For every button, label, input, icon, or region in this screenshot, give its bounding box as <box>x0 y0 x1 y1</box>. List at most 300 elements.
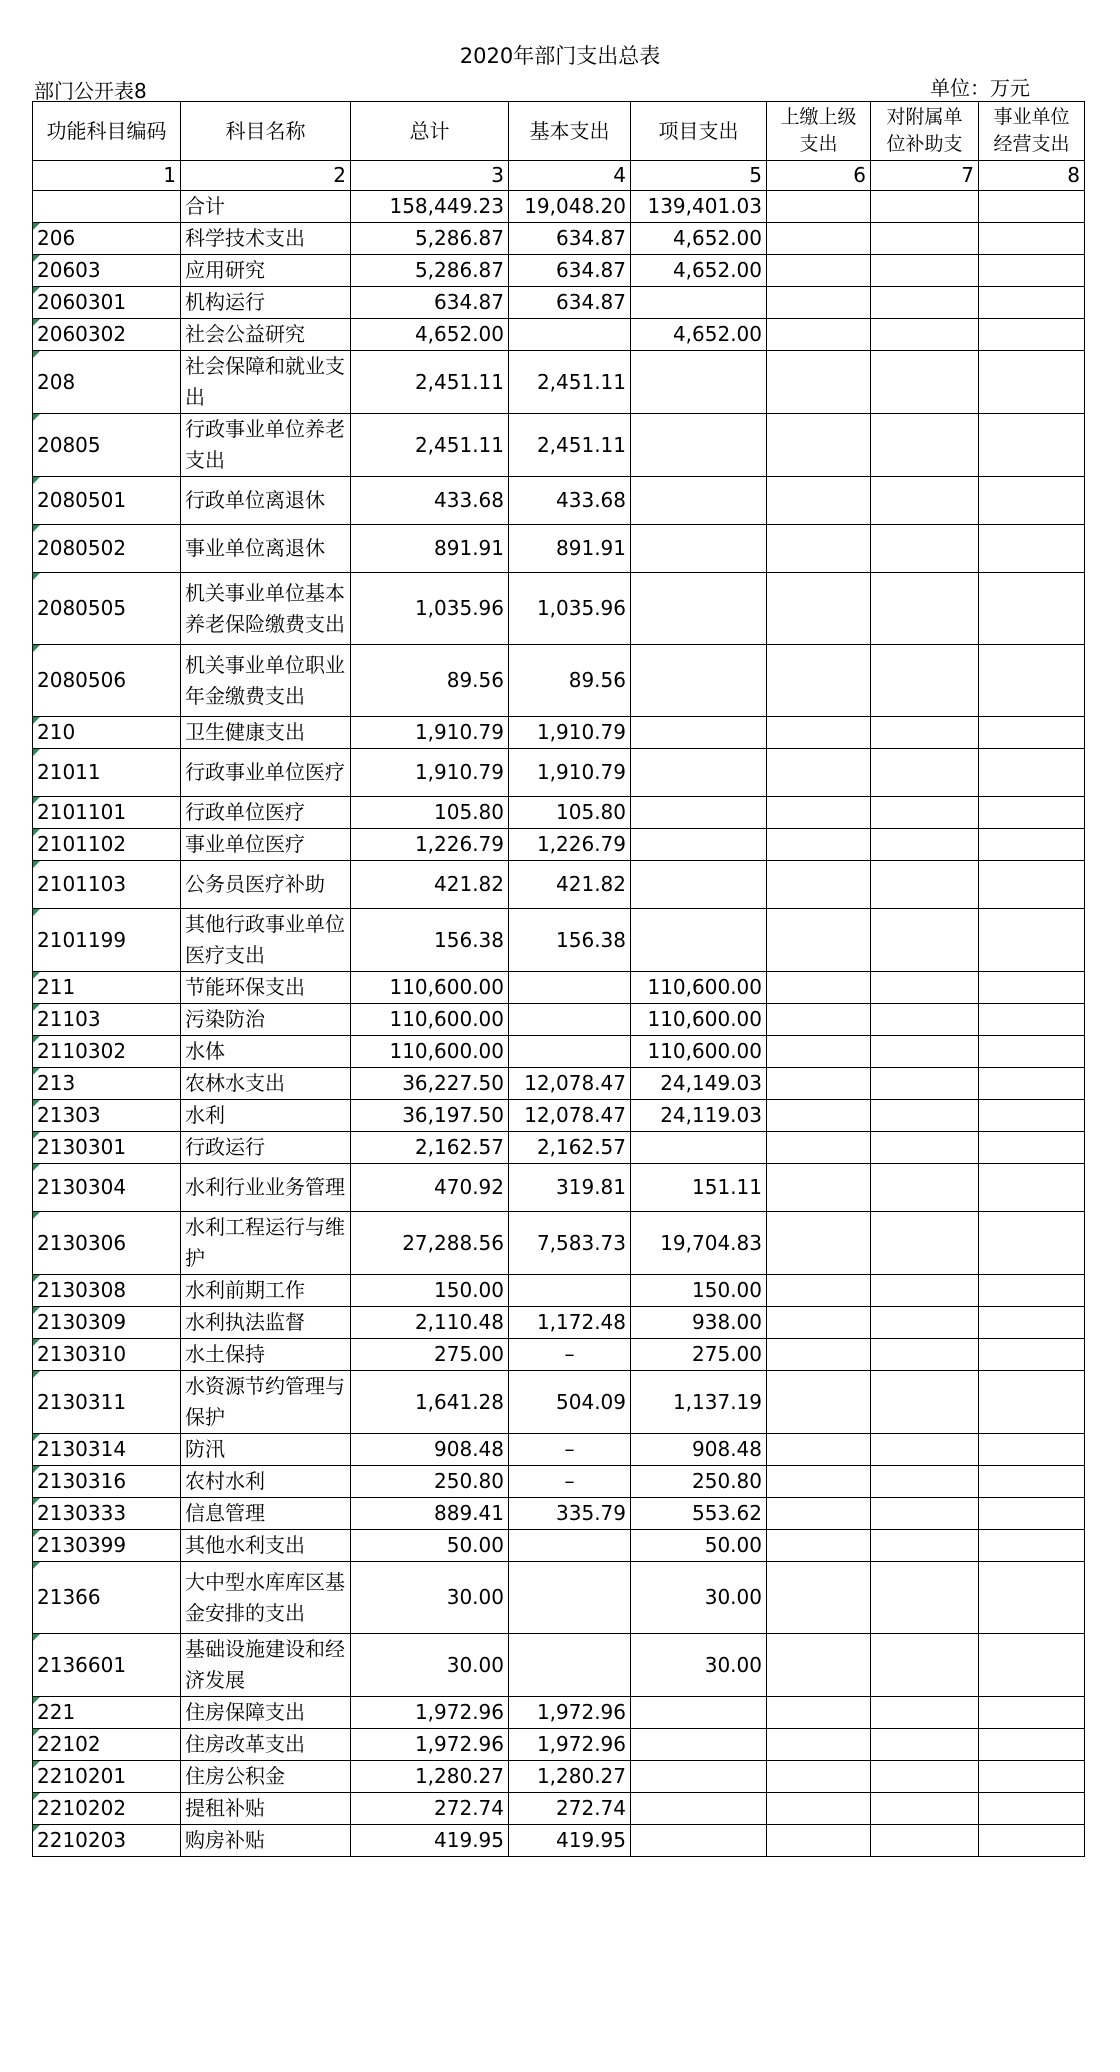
cell-name: 大中型水库库区基金安排的支出 <box>181 1562 351 1634</box>
cell-name: 行政事业单位养老支出 <box>181 414 351 477</box>
cell-basic: – <box>509 1339 631 1371</box>
table-row <box>33 1729 1085 1761</box>
cell-project <box>631 1761 767 1793</box>
cell-project: 110,600.00 <box>631 972 767 1004</box>
expenditure-table <box>32 101 1085 1857</box>
cell-operating <box>979 1793 1085 1825</box>
cell-total: 105.80 <box>351 797 509 829</box>
cell-project <box>631 477 767 525</box>
cell-remit-upper <box>767 1729 871 1761</box>
cell-total: 158,449.23 <box>351 191 509 223</box>
cell-name: 机关事业单位基本养老保险缴费支出 <box>181 573 351 645</box>
cell-subsidiary-subsidy <box>871 1729 979 1761</box>
cell-basic <box>509 1634 631 1697</box>
cell-name: 水利执法监督 <box>181 1307 351 1339</box>
cell-remit-upper <box>767 1307 871 1339</box>
cell-basic: 2,451.11 <box>509 351 631 414</box>
table-row <box>33 1068 1085 1100</box>
cell-remit-upper <box>767 1697 871 1729</box>
cell-remit-upper <box>767 1275 871 1307</box>
table-row <box>33 1307 1085 1339</box>
cell-remit-upper <box>767 717 871 749</box>
cell-name: 应用研究 <box>181 255 351 287</box>
cell-code: 206 <box>33 223 181 255</box>
cell-operating <box>979 414 1085 477</box>
cell-subsidiary-subsidy <box>871 1498 979 1530</box>
cell-operating <box>979 477 1085 525</box>
cell-operating <box>979 1697 1085 1729</box>
cell-code: 2210201 <box>33 1761 181 1793</box>
table-row <box>33 525 1085 573</box>
column-index: 7 <box>871 161 979 191</box>
cell-project: 24,119.03 <box>631 1100 767 1132</box>
cell-basic <box>509 1530 631 1562</box>
cell-code: 2101101 <box>33 797 181 829</box>
cell-remit-upper <box>767 477 871 525</box>
cell-code: 2101102 <box>33 829 181 861</box>
cell-subsidiary-subsidy <box>871 1793 979 1825</box>
cell-code: 2130308 <box>33 1275 181 1307</box>
cell-name: 行政单位医疗 <box>181 797 351 829</box>
cell-code: 2060301 <box>33 287 181 319</box>
cell-basic: 1,226.79 <box>509 829 631 861</box>
table-row <box>33 1371 1085 1434</box>
cell-code: 2130309 <box>33 1307 181 1339</box>
table-code-label: 部门公开表8 <box>34 79 147 103</box>
cell-subsidiary-subsidy <box>871 1275 979 1307</box>
cell-operating <box>979 319 1085 351</box>
cell-subsidiary-subsidy <box>871 1634 979 1697</box>
cell-code: 211 <box>33 972 181 1004</box>
header-total: 总计 <box>351 102 509 161</box>
cell-basic: 1,035.96 <box>509 573 631 645</box>
cell-operating <box>979 255 1085 287</box>
cell-total: 891.91 <box>351 525 509 573</box>
cell-operating <box>979 829 1085 861</box>
cell-project <box>631 749 767 797</box>
cell-subsidiary-subsidy <box>871 972 979 1004</box>
cell-remit-upper <box>767 1562 871 1634</box>
cell-basic: 12,078.47 <box>509 1068 631 1100</box>
cell-basic: 19,048.20 <box>509 191 631 223</box>
cell-operating <box>979 1212 1085 1275</box>
cell-basic: 1,972.96 <box>509 1697 631 1729</box>
cell-total: 5,286.87 <box>351 223 509 255</box>
cell-operating <box>979 1068 1085 1100</box>
cell-remit-upper <box>767 1371 871 1434</box>
cell-name: 农林水支出 <box>181 1068 351 1100</box>
cell-total: 250.80 <box>351 1466 509 1498</box>
header-operating <box>979 102 1085 161</box>
cell-project: 110,600.00 <box>631 1004 767 1036</box>
table-row <box>33 351 1085 414</box>
cell-total: 36,227.50 <box>351 1068 509 1100</box>
cell-project: 139,401.03 <box>631 191 767 223</box>
cell-code: 2060302 <box>33 319 181 351</box>
cell-remit-upper <box>767 223 871 255</box>
cell-name: 社会保障和就业支出 <box>181 351 351 414</box>
cell-project: 30.00 <box>631 1562 767 1634</box>
cell-name: 住房保障支出 <box>181 1697 351 1729</box>
cell-basic <box>509 1004 631 1036</box>
cell-project <box>631 1697 767 1729</box>
cell-total: 2,162.57 <box>351 1132 509 1164</box>
cell-project: 908.48 <box>631 1434 767 1466</box>
cell-subsidiary-subsidy <box>871 1100 979 1132</box>
header-remit-upper-line2: 支出 <box>799 133 838 155</box>
column-index: 4 <box>509 161 631 191</box>
cell-basic <box>509 319 631 351</box>
cell-code: 21011 <box>33 749 181 797</box>
cell-remit-upper <box>767 1498 871 1530</box>
cell-code: 213 <box>33 1068 181 1100</box>
cell-basic: – <box>509 1434 631 1466</box>
header-remit-upper-line1: 上缴上级 <box>780 106 857 128</box>
cell-project: 4,652.00 <box>631 223 767 255</box>
cell-name: 卫生健康支出 <box>181 717 351 749</box>
cell-project <box>631 861 767 909</box>
cell-operating <box>979 1729 1085 1761</box>
header-subsidiary-subsidy <box>871 102 979 161</box>
table-row <box>33 1466 1085 1498</box>
header-basic: 基本支出 <box>509 102 631 161</box>
cell-project: 19,704.83 <box>631 1212 767 1275</box>
cell-project: 30.00 <box>631 1634 767 1697</box>
table-row <box>33 1100 1085 1132</box>
table-row <box>33 1212 1085 1275</box>
cell-name: 水土保持 <box>181 1339 351 1371</box>
cell-project: 151.11 <box>631 1164 767 1212</box>
cell-code: 2130333 <box>33 1498 181 1530</box>
cell-name: 节能环保支出 <box>181 972 351 1004</box>
cell-total: 1,910.79 <box>351 717 509 749</box>
cell-basic: 105.80 <box>509 797 631 829</box>
column-index: 8 <box>979 161 1085 191</box>
cell-name: 行政运行 <box>181 1132 351 1164</box>
header-subsidiary-subsidy-line2: 位补助支 <box>886 133 963 155</box>
cell-total: 30.00 <box>351 1562 509 1634</box>
cell-name: 合计 <box>181 191 351 223</box>
cell-total: 2,110.48 <box>351 1307 509 1339</box>
cell-project <box>631 797 767 829</box>
cell-subsidiary-subsidy <box>871 861 979 909</box>
cell-code: 2080502 <box>33 525 181 573</box>
unit-label: 单位：万元 <box>930 76 1030 100</box>
cell-basic: – <box>509 1466 631 1498</box>
cell-basic: 634.87 <box>509 255 631 287</box>
cell-total: 1,280.27 <box>351 1761 509 1793</box>
cell-project <box>631 287 767 319</box>
cell-code: 2130399 <box>33 1530 181 1562</box>
cell-project: 150.00 <box>631 1275 767 1307</box>
cell-basic: 1,172.48 <box>509 1307 631 1339</box>
cell-subsidiary-subsidy <box>871 1562 979 1634</box>
table-row <box>33 797 1085 829</box>
cell-project <box>631 1793 767 1825</box>
cell-basic: 421.82 <box>509 861 631 909</box>
cell-operating <box>979 1307 1085 1339</box>
cell-remit-upper <box>767 909 871 972</box>
cell-code <box>33 191 181 223</box>
cell-operating <box>979 861 1085 909</box>
cell-operating <box>979 1036 1085 1068</box>
table-row <box>33 1825 1085 1857</box>
cell-subsidiary-subsidy <box>871 223 979 255</box>
cell-remit-upper <box>767 1132 871 1164</box>
cell-basic: 634.87 <box>509 287 631 319</box>
table-row <box>33 1697 1085 1729</box>
cell-code: 2136601 <box>33 1634 181 1697</box>
cell-name: 农村水利 <box>181 1466 351 1498</box>
cell-remit-upper <box>767 1212 871 1275</box>
table-row <box>33 1132 1085 1164</box>
cell-name: 水利工程运行与维护 <box>181 1212 351 1275</box>
table-row <box>33 1530 1085 1562</box>
cell-total: 1,972.96 <box>351 1729 509 1761</box>
cell-name: 住房改革支出 <box>181 1729 351 1761</box>
cell-name: 其他行政事业单位医疗支出 <box>181 909 351 972</box>
cell-remit-upper <box>767 1793 871 1825</box>
cell-basic <box>509 1036 631 1068</box>
cell-code: 2210203 <box>33 1825 181 1857</box>
cell-subsidiary-subsidy <box>871 1530 979 1562</box>
cell-subsidiary-subsidy <box>871 573 979 645</box>
cell-project: 1,137.19 <box>631 1371 767 1434</box>
cell-project <box>631 1132 767 1164</box>
cell-total: 36,197.50 <box>351 1100 509 1132</box>
cell-remit-upper <box>767 414 871 477</box>
cell-subsidiary-subsidy <box>871 1004 979 1036</box>
cell-name: 污染防治 <box>181 1004 351 1036</box>
cell-remit-upper <box>767 1164 871 1212</box>
cell-operating <box>979 645 1085 717</box>
cell-subsidiary-subsidy <box>871 477 979 525</box>
cell-operating <box>979 1339 1085 1371</box>
table-row <box>33 1761 1085 1793</box>
table-row <box>33 414 1085 477</box>
cell-remit-upper <box>767 1825 871 1857</box>
cell-subsidiary-subsidy <box>871 1466 979 1498</box>
cell-project: 4,652.00 <box>631 319 767 351</box>
cell-remit-upper <box>767 829 871 861</box>
cell-subsidiary-subsidy <box>871 1036 979 1068</box>
cell-total: 89.56 <box>351 645 509 717</box>
cell-remit-upper <box>767 255 871 287</box>
cell-total: 272.74 <box>351 1793 509 1825</box>
cell-name: 其他水利支出 <box>181 1530 351 1562</box>
cell-operating <box>979 1761 1085 1793</box>
cell-subsidiary-subsidy <box>871 1132 979 1164</box>
cell-subsidiary-subsidy <box>871 319 979 351</box>
column-index-row <box>33 161 1085 191</box>
cell-code: 21366 <box>33 1562 181 1634</box>
cell-subsidiary-subsidy <box>871 717 979 749</box>
cell-basic: 1,280.27 <box>509 1761 631 1793</box>
cell-operating <box>979 1434 1085 1466</box>
cell-subsidiary-subsidy <box>871 255 979 287</box>
cell-code: 210 <box>33 717 181 749</box>
cell-remit-upper <box>767 319 871 351</box>
cell-operating <box>979 1825 1085 1857</box>
table-row <box>33 972 1085 1004</box>
table-row <box>33 1036 1085 1068</box>
cell-total: 110,600.00 <box>351 1036 509 1068</box>
table-row <box>33 1434 1085 1466</box>
cell-total: 433.68 <box>351 477 509 525</box>
cell-name: 购房补贴 <box>181 1825 351 1857</box>
table-row <box>33 861 1085 909</box>
cell-name: 机关事业单位职业年金缴费支出 <box>181 645 351 717</box>
cell-basic: 7,583.73 <box>509 1212 631 1275</box>
cell-total: 2,451.11 <box>351 351 509 414</box>
cell-basic: 2,162.57 <box>509 1132 631 1164</box>
cell-project <box>631 351 767 414</box>
cell-code: 20805 <box>33 414 181 477</box>
table-row <box>33 1793 1085 1825</box>
header-operating-line2: 经营支出 <box>993 133 1070 155</box>
cell-operating <box>979 1132 1085 1164</box>
cell-name: 防汛 <box>181 1434 351 1466</box>
table-row <box>33 223 1085 255</box>
table-row <box>33 1164 1085 1212</box>
cell-project: 250.80 <box>631 1466 767 1498</box>
cell-subsidiary-subsidy <box>871 645 979 717</box>
cell-operating <box>979 1371 1085 1434</box>
cell-operating <box>979 972 1085 1004</box>
cell-total: 110,600.00 <box>351 972 509 1004</box>
cell-operating <box>979 1466 1085 1498</box>
cell-name: 公务员医疗补助 <box>181 861 351 909</box>
cell-total: 421.82 <box>351 861 509 909</box>
cell-name: 信息管理 <box>181 1498 351 1530</box>
cell-operating <box>979 191 1085 223</box>
cell-operating <box>979 1004 1085 1036</box>
cell-code: 2130311 <box>33 1371 181 1434</box>
cell-name: 基础设施建设和经济发展 <box>181 1634 351 1697</box>
cell-basic: 433.68 <box>509 477 631 525</box>
cell-code: 21103 <box>33 1004 181 1036</box>
cell-operating <box>979 909 1085 972</box>
cell-operating <box>979 573 1085 645</box>
cell-code: 2130310 <box>33 1339 181 1371</box>
cell-operating <box>979 797 1085 829</box>
cell-total: 1,972.96 <box>351 1697 509 1729</box>
cell-subsidiary-subsidy <box>871 749 979 797</box>
table-row <box>33 287 1085 319</box>
cell-total: 110,600.00 <box>351 1004 509 1036</box>
cell-total: 150.00 <box>351 1275 509 1307</box>
table-row <box>33 1498 1085 1530</box>
cell-name: 水体 <box>181 1036 351 1068</box>
cell-remit-upper <box>767 797 871 829</box>
cell-subsidiary-subsidy <box>871 1164 979 1212</box>
cell-operating <box>979 223 1085 255</box>
header-remit-upper <box>767 102 871 161</box>
cell-basic: 634.87 <box>509 223 631 255</box>
cell-project <box>631 717 767 749</box>
cell-basic: 272.74 <box>509 1793 631 1825</box>
cell-project <box>631 909 767 972</box>
table-row <box>33 477 1085 525</box>
table-row <box>33 645 1085 717</box>
cell-remit-upper <box>767 1634 871 1697</box>
cell-basic: 335.79 <box>509 1498 631 1530</box>
cell-remit-upper <box>767 861 871 909</box>
cell-remit-upper <box>767 525 871 573</box>
cell-operating <box>979 1530 1085 1562</box>
cell-remit-upper <box>767 1339 871 1371</box>
cell-code: 2130316 <box>33 1466 181 1498</box>
cell-total: 275.00 <box>351 1339 509 1371</box>
cell-remit-upper <box>767 1434 871 1466</box>
cell-code: 2110302 <box>33 1036 181 1068</box>
cell-subsidiary-subsidy <box>871 829 979 861</box>
cell-operating <box>979 287 1085 319</box>
cell-subsidiary-subsidy <box>871 797 979 829</box>
cell-project: 4,652.00 <box>631 255 767 287</box>
table-row <box>33 319 1085 351</box>
cell-name: 科学技术支出 <box>181 223 351 255</box>
header-project: 项目支出 <box>631 102 767 161</box>
cell-remit-upper <box>767 749 871 797</box>
cell-code: 2130301 <box>33 1132 181 1164</box>
cell-code: 2210202 <box>33 1793 181 1825</box>
cell-subsidiary-subsidy <box>871 525 979 573</box>
cell-code: 2080506 <box>33 645 181 717</box>
cell-name: 事业单位离退休 <box>181 525 351 573</box>
page-title: 2020年部门支出总表 <box>459 44 661 68</box>
cell-operating <box>979 1562 1085 1634</box>
cell-name: 行政单位离退休 <box>181 477 351 525</box>
cell-remit-upper <box>767 1004 871 1036</box>
cell-total: 30.00 <box>351 1634 509 1697</box>
cell-basic: 504.09 <box>509 1371 631 1434</box>
cell-name: 水利前期工作 <box>181 1275 351 1307</box>
table-row <box>33 1004 1085 1036</box>
cell-total: 27,288.56 <box>351 1212 509 1275</box>
cell-total: 156.38 <box>351 909 509 972</box>
cell-code: 2080501 <box>33 477 181 525</box>
header-code: 功能科目编码 <box>33 102 181 161</box>
cell-total: 1,641.28 <box>351 1371 509 1434</box>
cell-project: 50.00 <box>631 1530 767 1562</box>
cell-total: 1,035.96 <box>351 573 509 645</box>
cell-total: 1,910.79 <box>351 749 509 797</box>
table-row <box>33 1634 1085 1697</box>
column-index: 6 <box>767 161 871 191</box>
cell-remit-upper <box>767 1466 871 1498</box>
cell-basic: 89.56 <box>509 645 631 717</box>
cell-code: 20603 <box>33 255 181 287</box>
cell-name: 水利 <box>181 1100 351 1132</box>
cell-name: 机构运行 <box>181 287 351 319</box>
cell-remit-upper <box>767 191 871 223</box>
table-row <box>33 749 1085 797</box>
cell-name: 住房公积金 <box>181 1761 351 1793</box>
header-operating-line1: 事业单位 <box>993 106 1070 128</box>
cell-subsidiary-subsidy <box>871 191 979 223</box>
cell-total: 4,652.00 <box>351 319 509 351</box>
table-row <box>33 191 1085 223</box>
cell-code: 21303 <box>33 1100 181 1132</box>
header-subsidiary-subsidy-line1: 对附属单 <box>886 106 963 128</box>
cell-subsidiary-subsidy <box>871 351 979 414</box>
cell-project <box>631 573 767 645</box>
column-index: 3 <box>351 161 509 191</box>
cell-code: 2130306 <box>33 1212 181 1275</box>
cell-name: 提租补贴 <box>181 1793 351 1825</box>
cell-project <box>631 1825 767 1857</box>
